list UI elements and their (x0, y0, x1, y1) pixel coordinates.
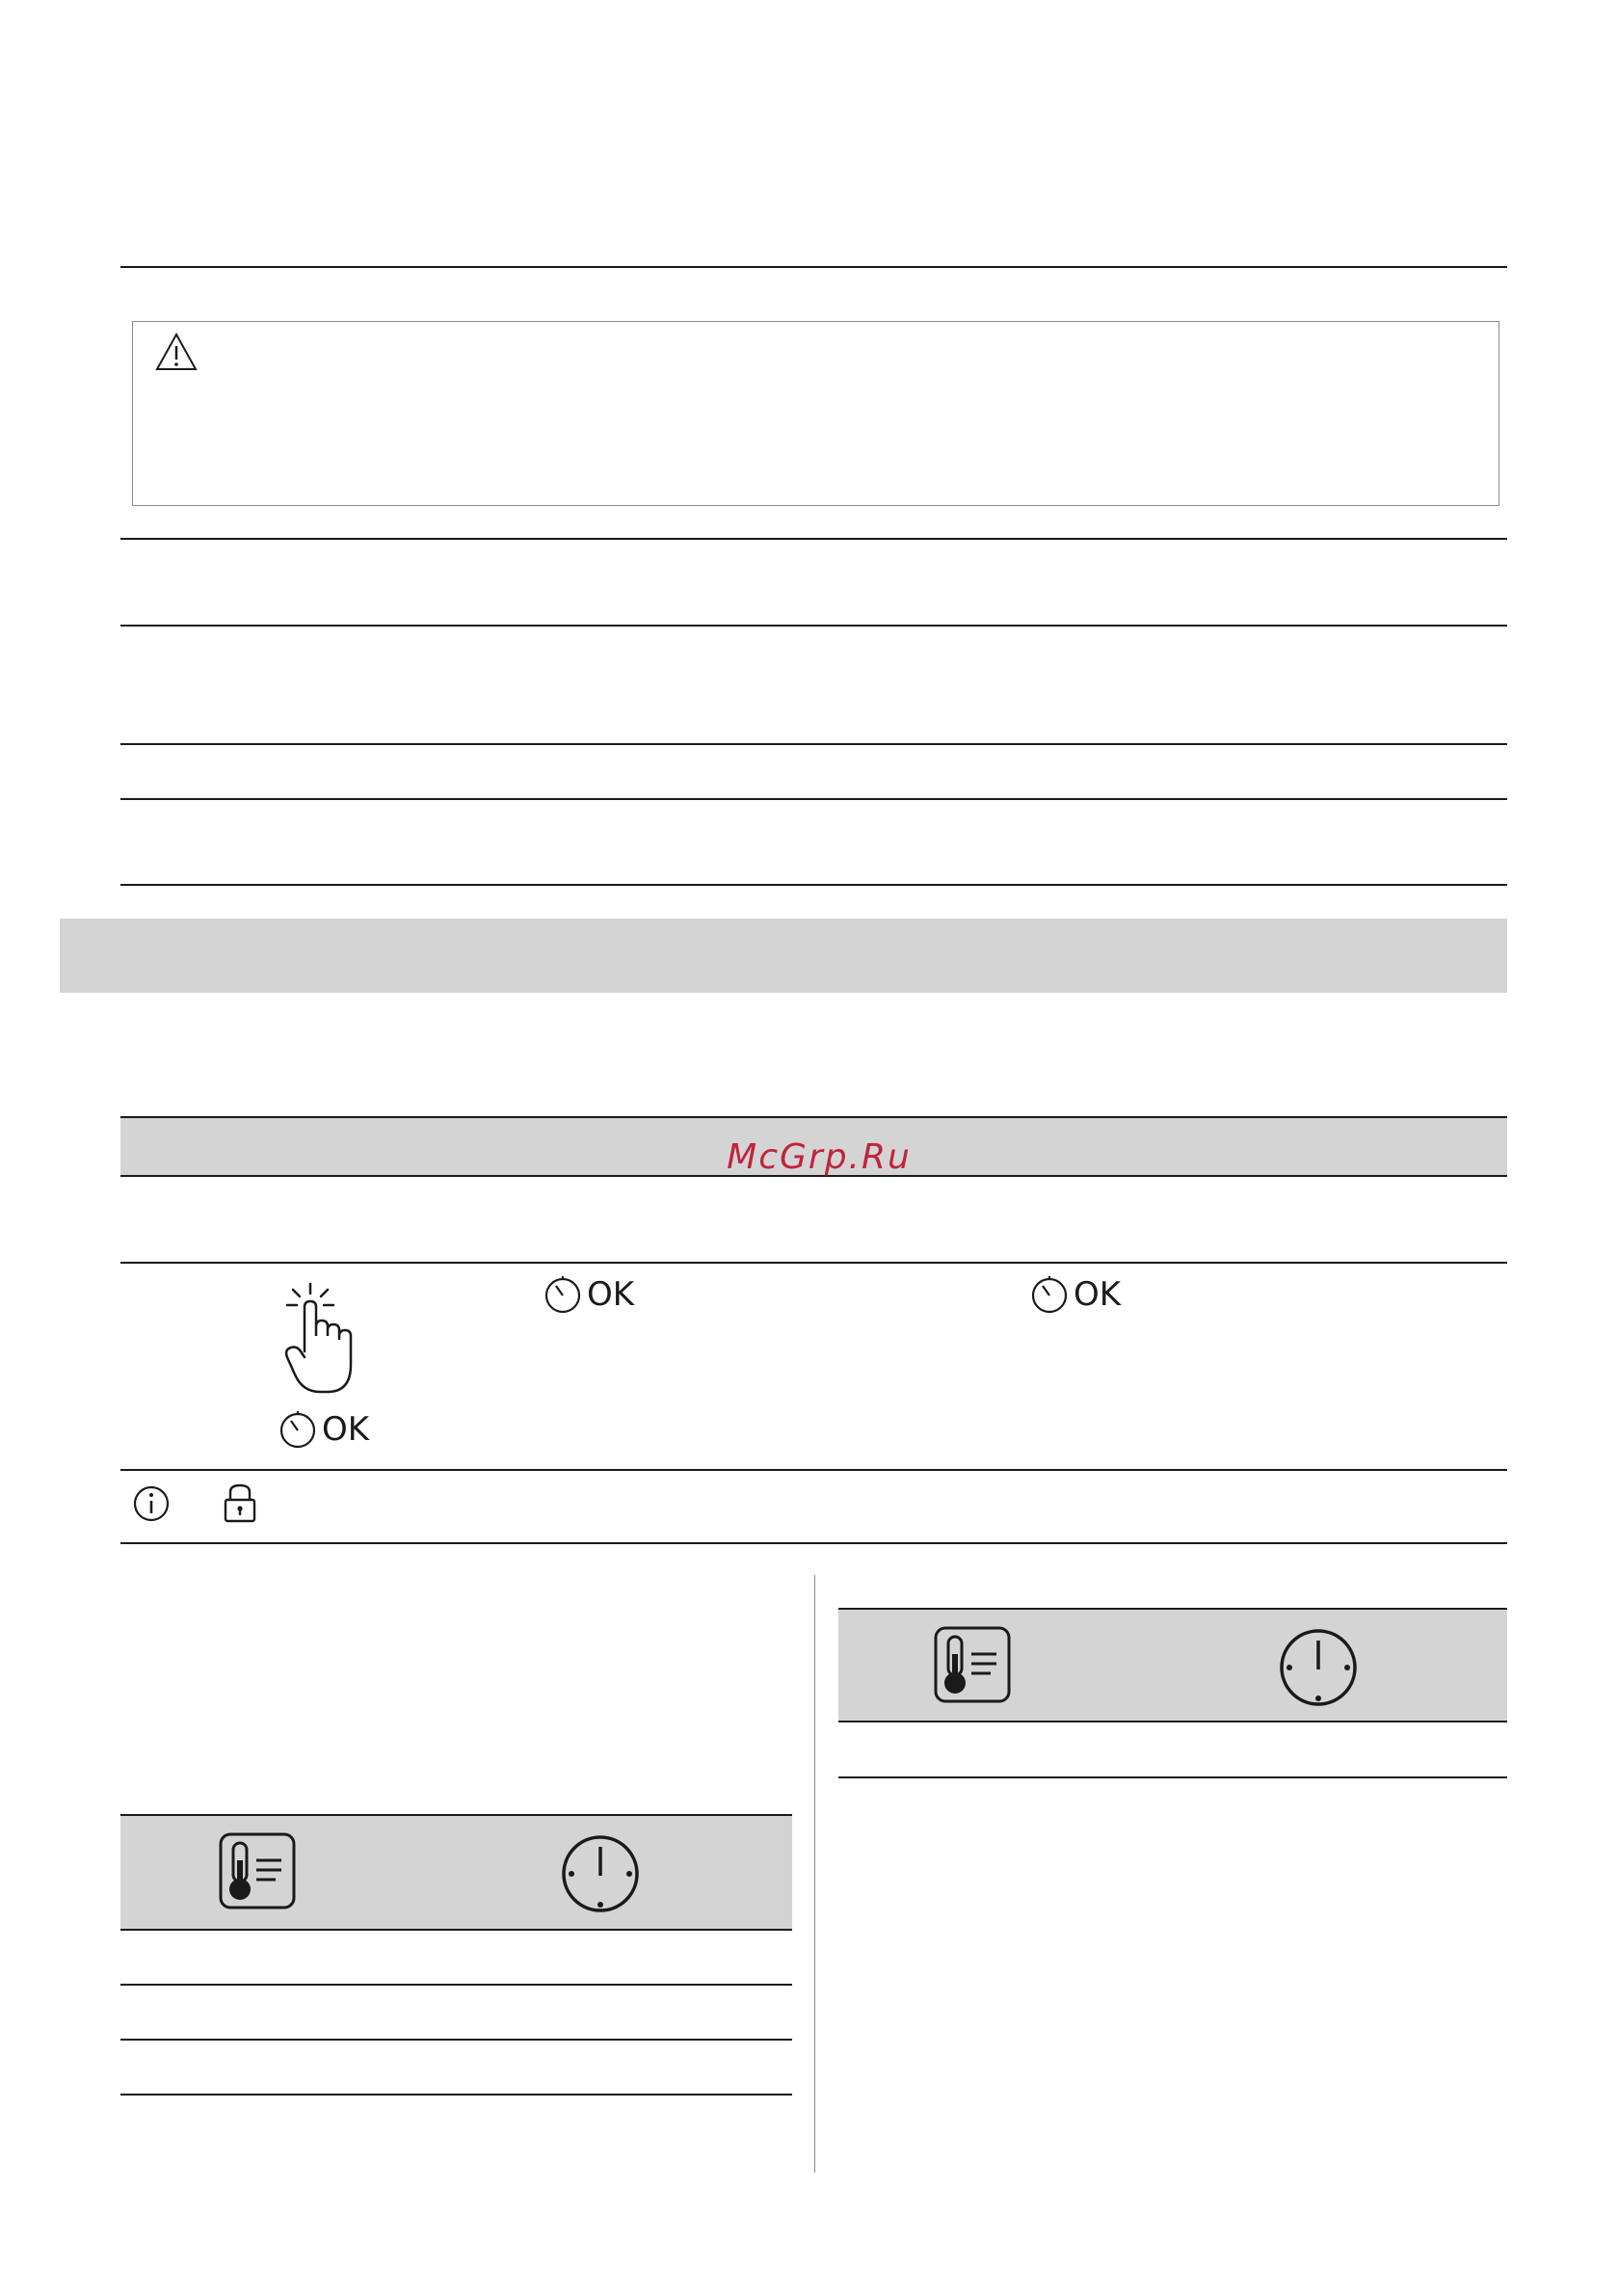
section-rule (120, 884, 1507, 886)
watermark: McGrp.Ru (727, 1137, 912, 1177)
ok-button-label: OK (587, 1275, 635, 1314)
timer-icon (1029, 1274, 1070, 1315)
left-table-row-rule (120, 2039, 792, 2041)
section-rule (120, 743, 1507, 745)
right-table-header-rule (838, 1721, 1507, 1722)
thermometer-display-icon (933, 1625, 1012, 1704)
section-rule (120, 798, 1507, 800)
table-row-rule (120, 1262, 1507, 1264)
section-rule (120, 538, 1507, 540)
lock-icon (223, 1482, 257, 1525)
timer-icon (543, 1274, 583, 1315)
top-rule (120, 266, 1507, 268)
left-table-row-rule (120, 1984, 792, 1986)
chapter-heading-band (60, 919, 1507, 993)
warning-triangle-icon (154, 332, 199, 372)
clock-icon (1278, 1627, 1359, 1708)
left-table-row-rule (120, 2094, 792, 2096)
right-table-header (838, 1610, 1507, 1721)
section-rule (120, 625, 1507, 627)
left-table-header (120, 1816, 792, 1929)
ok-button-label: OK (322, 1410, 370, 1449)
ok-button[interactable] (278, 1409, 369, 1450)
ok-button[interactable] (543, 1274, 634, 1315)
table-bottom-rule (120, 1542, 1507, 1544)
thermometer-display-icon (218, 1831, 297, 1910)
table-row-rule (120, 1469, 1507, 1471)
left-table-header-rule (120, 1929, 792, 1931)
ok-button-label: OK (1074, 1275, 1122, 1314)
touch-hand-icon (281, 1282, 358, 1398)
warning-box (132, 321, 1499, 506)
info-icon (132, 1484, 171, 1523)
right-table-row-rule (838, 1776, 1507, 1778)
ok-button[interactable] (1029, 1274, 1121, 1315)
clock-icon (560, 1833, 641, 1914)
timer-icon (278, 1409, 318, 1450)
column-divider (814, 1575, 815, 2173)
